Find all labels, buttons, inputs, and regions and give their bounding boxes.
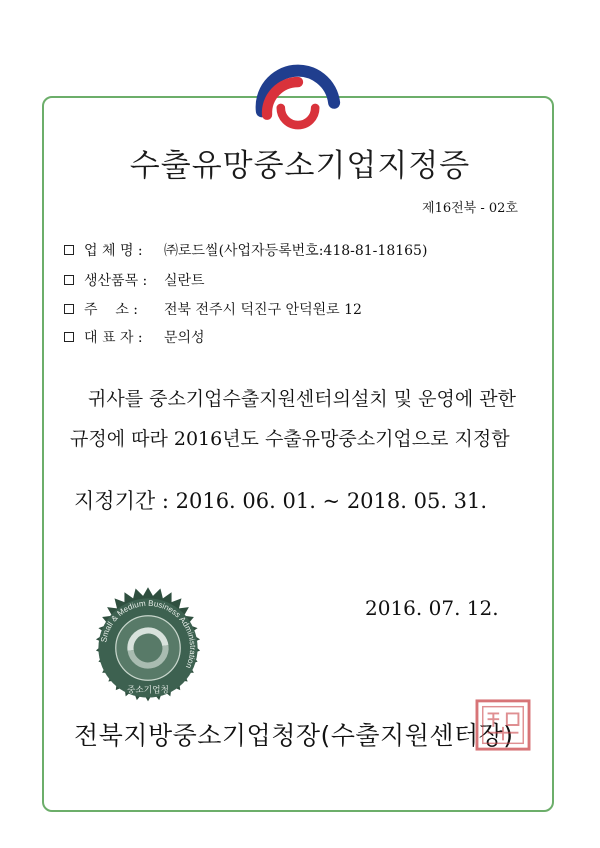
page-title: 수출유망중소기업지정증: [129, 148, 471, 184]
issuer-name: 전북지방중소기업청장(수출지원센터장): [74, 721, 514, 750]
field-value: 문의성: [164, 330, 205, 346]
checkbox-icon: [64, 304, 74, 314]
body-line-1: 귀사를 중소기업수출지원센터의설치 및 운영에 관한: [88, 388, 516, 410]
field-representative: [64, 327, 205, 347]
government-emblem-icon: [255, 58, 341, 144]
field-value: 전북 전주시 덕진구 안덕원로 12: [164, 302, 362, 318]
checkbox-icon: [64, 332, 74, 342]
field-value: 실란트: [164, 273, 205, 289]
field-label: 주 소 :: [84, 302, 139, 318]
red-stamp-icon: [474, 698, 532, 752]
field-address: [64, 299, 362, 319]
checkbox-icon: [64, 245, 74, 255]
field-label: 대 표 자 :: [84, 330, 143, 346]
certificate-number: 제16전북 - 02호: [422, 201, 518, 216]
seal-center-text: 중소기업청: [127, 685, 169, 696]
field-label: 업 체 명 :: [84, 243, 143, 259]
seal-ring-text: Small & Medium Business Administration: [99, 598, 198, 670]
field-company: [64, 240, 427, 260]
field-value: ㈜로드씰(사업자등록번호:418-81-18165): [164, 243, 428, 259]
field-label: 생산품목 :: [84, 273, 148, 289]
designation-period: [74, 485, 487, 515]
period-separator: :: [161, 489, 176, 513]
issue-date: 2016. 07. 12.: [365, 596, 499, 620]
field-product: [64, 270, 205, 290]
official-seal-icon: [86, 586, 210, 710]
period-label: 지정기간: [74, 489, 156, 513]
period-value: 2016. 06. 01. ~ 2018. 05. 31.: [175, 489, 488, 513]
checkbox-icon: [64, 275, 74, 285]
body-line-2: 규정에 따라 2016년도 수출유망중소기업으로 지정함: [70, 428, 510, 450]
